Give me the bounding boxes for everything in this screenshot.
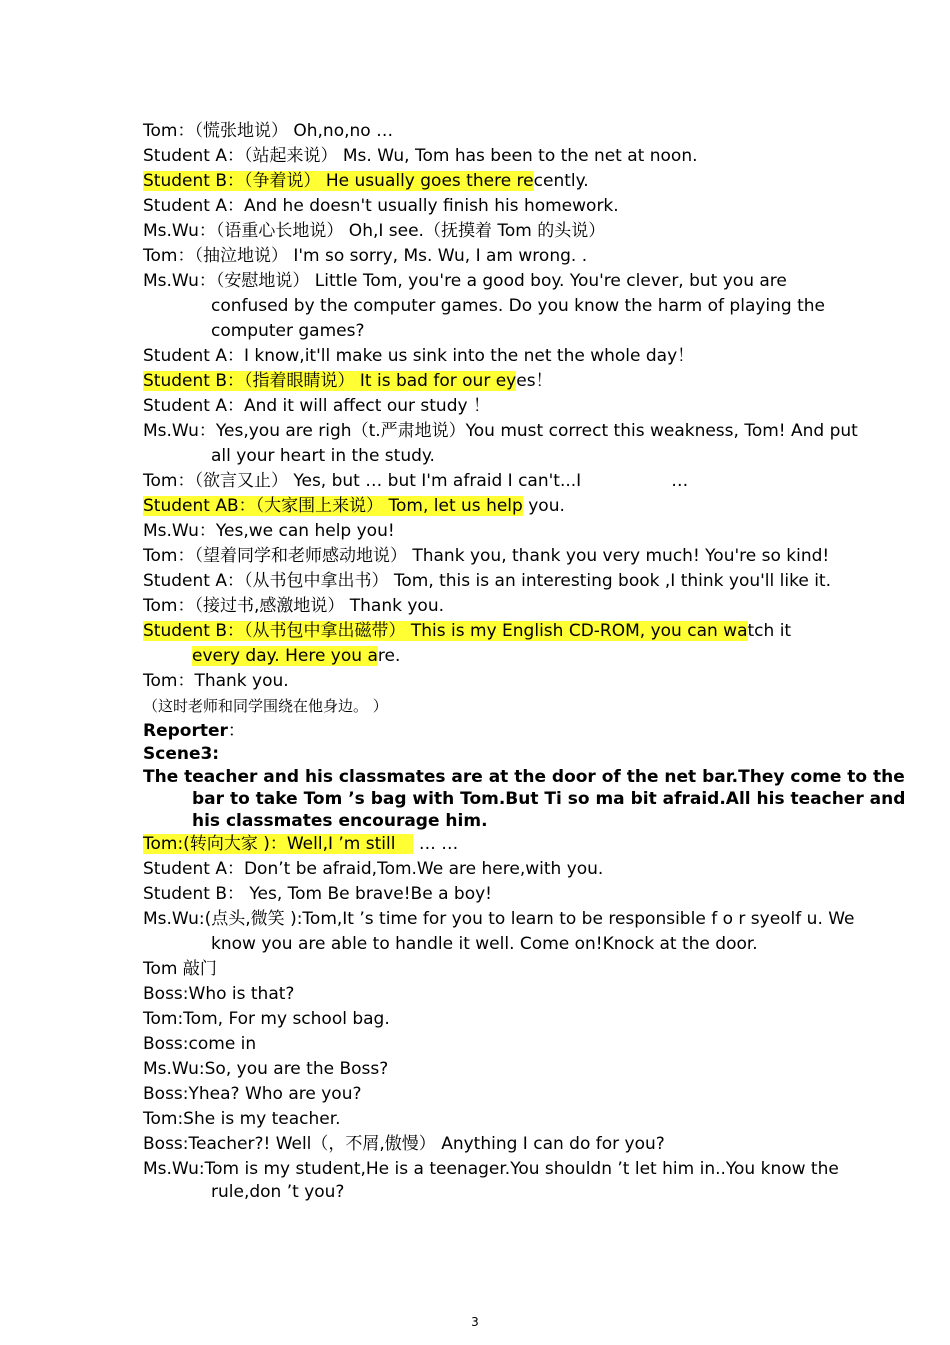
dialogue-line: Student A：I know,it'll make us sink into the net the whole day！	[143, 346, 695, 366]
ellipsis: … …	[413, 834, 459, 854]
dialogue-line: Tom：（慌张地说） Oh,no,no …	[143, 121, 394, 141]
highlighted-text: every day. Here you a	[192, 646, 378, 666]
scene-heading: Scene3:	[143, 744, 220, 764]
dialogue-line	[143, 469, 928, 494]
reporter-label: Reporter	[143, 721, 228, 741]
dialogue-line: Student A：（站起来说） Ms. Wu, Tom has been to the net at noon.	[143, 146, 698, 166]
stage-direction: （这时老师和同学围绕在他身边。 ）	[143, 697, 388, 715]
dialogue-line: Student B： Yes, Tom Be brave!Be a boy!	[143, 884, 492, 904]
dialogue-line	[143, 832, 928, 857]
dialogue-line: Tom：（望着同学和老师感动地说） Thank you, thank you very much! You're so kind!	[143, 546, 830, 566]
page-number: 3	[471, 1315, 479, 1329]
dialogue-line: Ms.Wu：（语重心长地说） Oh,I see.（抚摸着 Tom 的头说）	[143, 221, 606, 241]
highlighted-text: Tom:(转向大家 )：Well,I ’m still	[143, 834, 413, 854]
dialogue-line: Tom：（抽泣地说） I'm so sorry, Ms. Wu, I am wrong. .	[143, 246, 588, 266]
scene-description-continued: bar to take Tom ’s bag with Tom.But Ti so ma bit afraid.All his teacher and	[192, 789, 906, 809]
highlighted-text: Student AB：（大家围上来说） Tom, let us help	[143, 496, 523, 516]
reporter-colon: ：	[227, 721, 245, 741]
dialogue-line: Boss:Teacher?! Well（，不屑,傲慢） Anything I can do for you?	[143, 1134, 665, 1154]
dialogue-line: Student A：And he doesn't usually finish his homework.	[143, 196, 619, 216]
dialogue-text: Tom：（欲言又止） Yes, but … but I'm afraid I can't...I	[143, 471, 582, 491]
dialogue-text: cently.	[533, 171, 589, 191]
dialogue-text: re.	[377, 646, 401, 666]
dialogue-line: Ms.Wu：Yes,we can help you!	[143, 521, 395, 541]
dialogue-line: Ms.Wu:(点头,微笑 ):Tom,It ’s time for you to learn to be responsible f o r syeolf u. We	[143, 909, 855, 929]
dialogue-line: Boss:Yhea? Who are you?	[143, 1084, 362, 1104]
dialogue-line: Ms.Wu:Tom is my student,He is a teenager.You shouldn ’t let him in..You know the	[143, 1159, 839, 1179]
dialogue-line: Ms.Wu：Yes,you are righ（t.严肃地说）You must correct this weakness, Tom! And put	[143, 421, 858, 441]
highlighted-text: Student B：（从书包中拿出磁带） This is my English CD-ROM, you can wa	[143, 621, 748, 641]
dialogue-line-continued: confused by the computer games. Do you know the harm of playing the	[211, 296, 826, 316]
dialogue-line: Tom：（接过书,感激地说） Thank you.	[143, 596, 445, 616]
dialogue-line-continued	[143, 644, 928, 669]
scene-description: The teacher and his classmates are at the door of the net bar.They come to the	[143, 767, 905, 787]
dialogue-line-continued: computer games?	[211, 321, 365, 341]
dialogue-line: Tom 敲门	[143, 959, 217, 979]
dialogue-line	[143, 619, 928, 644]
dialogue-line: Tom：Thank you.	[143, 671, 289, 691]
highlighted-text: Student B：（指着眼睛说） It is bad for our ey	[143, 371, 517, 391]
dialogue-line: Tom:Tom, For my school bag.	[143, 1009, 390, 1029]
dialogue-line: Ms.Wu：（安慰地说） Little Tom, you're a good boy. You're clever, but you are	[143, 271, 787, 291]
dialogue-line-continued: rule,don ’t you?	[211, 1182, 345, 1202]
script-body	[143, 119, 928, 1205]
dialogue-line-continued: know you are able to handle it well. Come on!Knock at the door.	[211, 934, 758, 954]
dialogue-line-continued: all your heart in the study.	[211, 446, 435, 466]
dialogue-line: Boss:Who is that?	[143, 984, 295, 1004]
dialogue-line	[143, 494, 928, 519]
ellipsis: …	[671, 471, 689, 491]
dialogue-line: Tom:She is my teacher.	[143, 1109, 341, 1129]
dialogue-line: Boss:come in	[143, 1034, 257, 1054]
scene-description-continued: his classmates encourage him.	[192, 811, 488, 831]
dialogue-line: Student A：（从书包中拿出书） Tom, this is an interesting book ,I think you'll like it.	[143, 571, 831, 591]
dialogue-line	[143, 369, 928, 394]
dialogue-line	[143, 169, 928, 194]
dialogue-text: es！	[516, 371, 553, 391]
dialogue-line: Student A：And it will affect our study ！	[143, 396, 490, 416]
reporter-heading	[143, 720, 928, 742]
dialogue-line: Ms.Wu:So, you are the Boss?	[143, 1059, 389, 1079]
dialogue-text: you.	[522, 496, 565, 516]
dialogue-text: tch it	[747, 621, 792, 641]
dialogue-line: Student A：Don’t be afraid,Tom.We are here,with you.	[143, 859, 604, 879]
highlighted-text: Student B：（争着说） He usually goes there re	[143, 171, 534, 191]
